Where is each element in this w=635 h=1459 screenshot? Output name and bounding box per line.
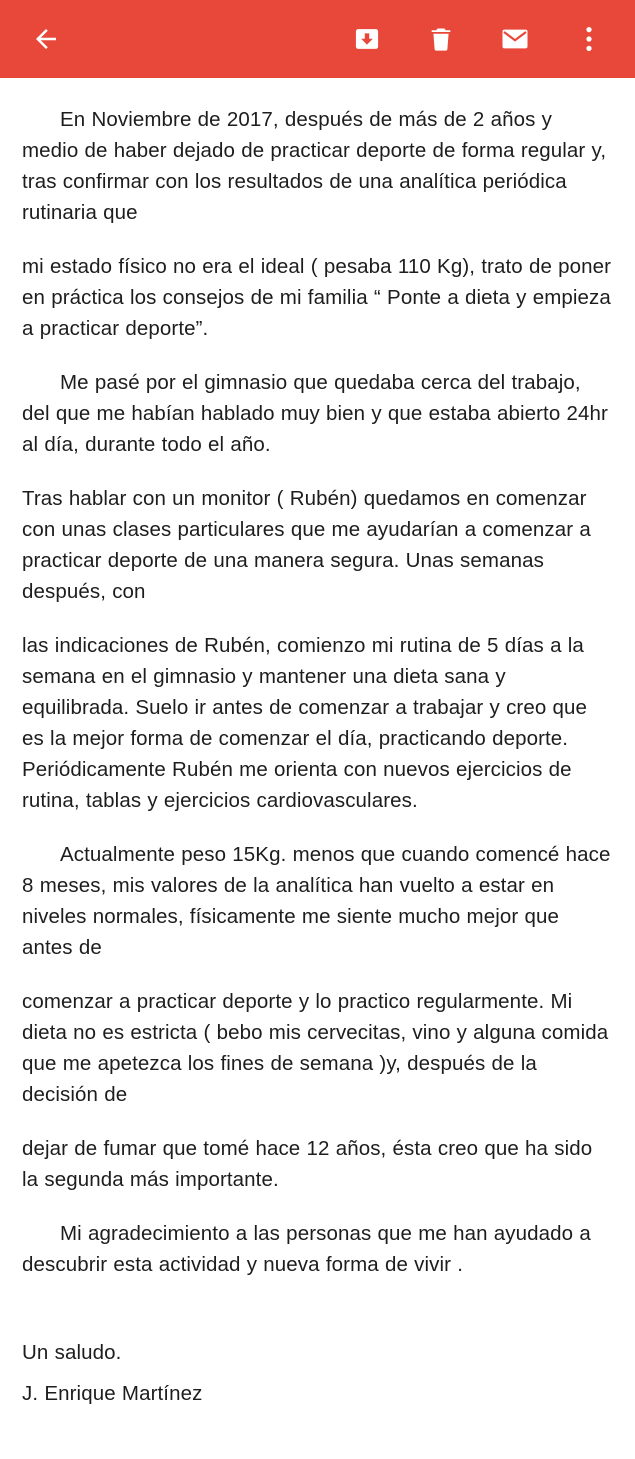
- back-arrow-icon: [31, 24, 61, 54]
- message-paragraph: comenzar a practicar deporte y lo practico regularmente. Mi dieta no es estricta ( bebo mis cervecitas, vino y alguna comida que me apetezca los fines de semana )y, después de la decisión de: [22, 990, 609, 1106]
- message-paragraph: Me pasé por el gimnasio que quedaba cerca del trabajo, del que me habían hablado muy bien y que estaba abierto 24hr al día, durante todo el año.: [22, 371, 608, 456]
- message-signature: J. Enrique Martínez: [22, 1382, 203, 1405]
- archive-icon: [353, 25, 381, 53]
- message-paragraph: las indicaciones de Rubén, comienzo mi rutina de 5 días a la semana en el gimnasio y mantener una dieta sana y equilibrada. Suelo ir antes de comenzar a trabajar y creo que es la mejor forma de comenzar el día, practicando deporte. Periódicamente Rubén me orienta con nuevos ejercicios de rutina, tablas y ejercicios cardiovasculares.: [22, 634, 588, 812]
- message-paragraph: mi estado físico no era el ideal ( pesaba 110 Kg), trato de poner en práctica los consejos de mi familia “ Ponte a dieta y empieza a practicar deporte”.: [22, 255, 612, 340]
- back-button[interactable]: [18, 11, 74, 67]
- overflow-menu-icon: [585, 24, 593, 54]
- envelope-icon: [500, 24, 530, 54]
- signature-spacer: [22, 1303, 613, 1337]
- more-options-button[interactable]: [561, 11, 617, 67]
- trash-icon: [427, 25, 455, 53]
- message-body: [0, 78, 635, 1459]
- delete-button[interactable]: [413, 11, 469, 67]
- message-paragraph: En Noviembre de 2017, después de más de 2 años y medio de haber dejado de practicar deporte de forma regular y, tras confirmar con los resultados de una analítica periódica rutinaria que: [22, 108, 607, 224]
- mark-unread-button[interactable]: [487, 11, 543, 67]
- message-paragraph: Tras hablar con un monitor ( Rubén) quedamos en comenzar con unas clases particulares que me ayudarían a comenzar a practicar deporte de una manera segura. Unas semanas después, con: [22, 487, 591, 603]
- message-paragraph: Mi agradecimiento a las personas que me han ayudado a descubrir esta actividad y nueva forma de vivir .: [22, 1222, 591, 1276]
- message-paragraph: dejar de fumar que tomé hace 12 años, ésta creo que ha sido la segunda más importante.: [22, 1137, 593, 1191]
- message-paragraph: Actualmente peso 15Kg. menos que cuando comencé hace 8 meses, mis valores de la analítica han vuelto a estar en niveles normales, físicamente me siente mucho mejor que antes de: [22, 843, 611, 959]
- app-toolbar: [0, 0, 635, 78]
- message-closing: Un saludo.: [22, 1341, 122, 1364]
- archive-button[interactable]: [339, 11, 395, 67]
